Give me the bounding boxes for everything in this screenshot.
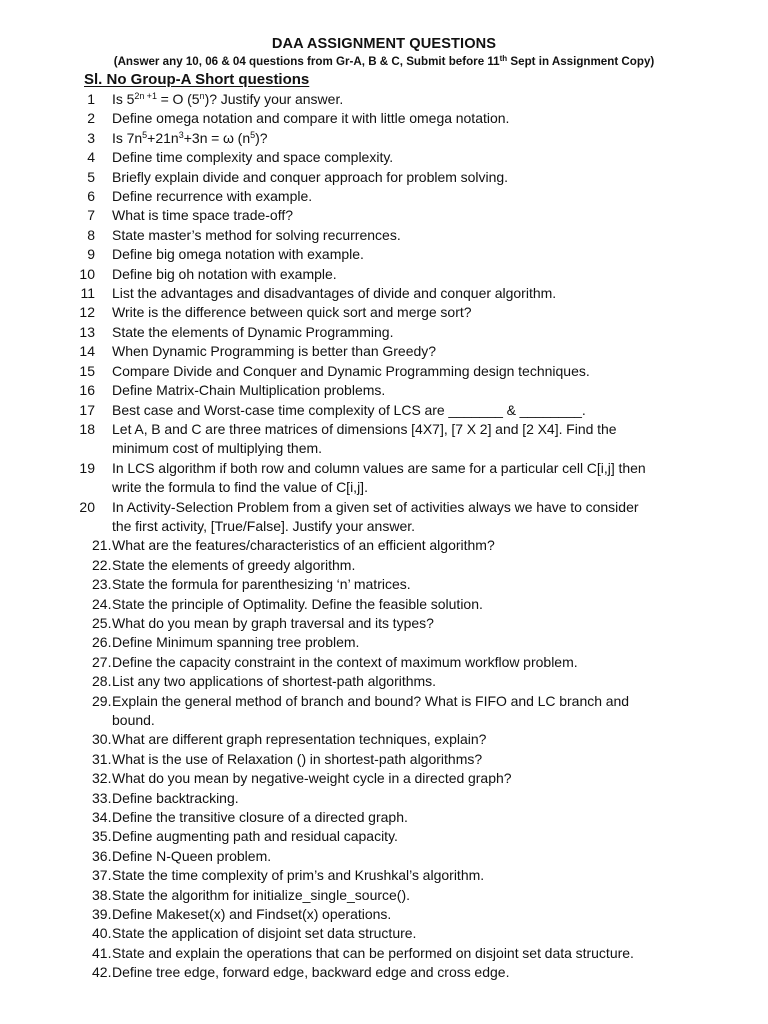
question-number: 33. — [92, 789, 112, 806]
question-text: What are the features/characteristics of an efficient algorithm? — [112, 537, 495, 554]
question-item — [0, 265, 768, 284]
question-text: Define recurrence with example. — [112, 188, 313, 205]
question-number: 15 — [79, 362, 95, 379]
question-item — [0, 944, 768, 963]
superscript: n — [199, 91, 205, 101]
question-text: What do you mean by graph traversal and its types? — [112, 614, 434, 631]
question-item — [0, 653, 768, 672]
question-number: 42. — [92, 964, 112, 981]
question-item — [0, 847, 768, 866]
question-number: 39. — [92, 906, 112, 923]
question-number: 36. — [92, 847, 112, 864]
question-text: Define the capacity constraint in the context of maximum workflow problem. — [112, 653, 578, 670]
question-number: 8 — [87, 226, 95, 243]
date-ordinal-suffix: th — [499, 54, 508, 63]
question-number: 25. — [92, 614, 112, 631]
question-text: State the algorithm for initialize_single_source(). — [112, 886, 411, 903]
question-number: 24. — [92, 595, 112, 612]
question-item — [0, 129, 768, 148]
section-heading: Sl. No Group-A Short questions — [84, 71, 310, 88]
question-text: Is $7n^5+21n^3+3n = \omega$ $(n^5)$? — [112, 129, 268, 146]
question-text: Explain the general method of branch and bound? What is FIFO and LC branch and bound. — [112, 692, 630, 728]
question-item — [0, 362, 768, 381]
question-text: Define big omega notation with example. — [112, 246, 364, 263]
question-text: What is time space trade-off? — [112, 207, 294, 224]
question-text: Define backtracking. — [112, 789, 239, 806]
question-text: Define Minimum spanning tree problem. — [112, 634, 360, 651]
question-item — [0, 109, 768, 128]
question-item — [0, 245, 768, 264]
question-number: 19 — [79, 459, 95, 476]
question-text: Define time complexity and space complexity. — [112, 149, 394, 166]
question-number: 2 — [87, 110, 95, 127]
question-text: What do you mean by negative-weight cycle in a directed graph? — [112, 770, 512, 787]
question-number: 17 — [79, 401, 95, 418]
question-item — [0, 672, 768, 691]
instructions-text-start: (Answer any 10, 06 & 04 questions from Gr-A, B & C, Submit before 11 — [113, 55, 500, 68]
question-item — [0, 575, 768, 594]
question-number: 32. — [92, 770, 112, 787]
question-text: Define Matrix-Chain Multiplication problems. — [112, 382, 386, 399]
question-number: 16 — [79, 382, 95, 399]
question-number: 28. — [92, 673, 112, 690]
question-text: Is $5^{2n +1} = O$ (5$^n$)? Justify your answer. — [112, 91, 344, 107]
question-item — [0, 750, 768, 769]
question-text: Define big oh notation with example. — [112, 265, 337, 282]
question-text: List any two applications of shortest-path algorithms. — [112, 673, 437, 690]
question-item — [0, 769, 768, 788]
question-number: 9 — [87, 246, 95, 263]
instructions-text-end: Sept in Assignment Copy) — [507, 55, 655, 68]
question-item — [0, 381, 768, 400]
question-item — [0, 187, 768, 206]
question-number: 23. — [92, 576, 112, 593]
question-item — [0, 614, 768, 633]
question-text: Define the transitive closure of a directed graph. — [112, 809, 408, 826]
question-number: 30. — [92, 731, 112, 748]
question-item — [0, 633, 768, 652]
question-text: List the advantages and disadvantages of divide and conquer algorithm. — [112, 285, 557, 302]
question-item — [0, 303, 768, 322]
question-text: State the formula for parenthesizing ‘n’ matrices. — [112, 576, 411, 593]
question-text: Define Makeset(x) and Findset(x) operations. — [112, 906, 392, 923]
question-item — [0, 808, 768, 827]
question-number: 27. — [92, 653, 112, 670]
question-item — [0, 168, 768, 187]
question-item — [0, 284, 768, 303]
question-item — [0, 536, 768, 555]
question-text: Write is the difference between quick sort and merge sort? — [112, 304, 472, 321]
question-item — [0, 692, 768, 731]
question-text: What are different graph representation techniques, explain? — [112, 731, 487, 748]
superscript: 5 — [250, 129, 256, 140]
question-number: 18 — [79, 420, 95, 437]
question-text: State the elements of greedy algorithm. — [112, 556, 356, 573]
question-item — [0, 401, 768, 420]
question-number: 5 — [87, 168, 95, 185]
question-item — [0, 827, 768, 846]
question-number: 13 — [79, 323, 95, 340]
question-number: 31. — [92, 750, 112, 767]
question-item — [0, 789, 768, 808]
question-text: When Dynamic Programming is better than Greedy? — [112, 343, 437, 360]
question-number: 10 — [79, 265, 95, 282]
question-text: Compare Divide and Conquer and Dynamic Programming design techniques. — [112, 362, 590, 379]
question-text: Let A, B and C are three matrices of dimensions [4X7], [7 X 2] and [2 X4]. Find the minimum cost of multiplying them. — [112, 420, 617, 457]
assignment-instructions — [0, 55, 768, 69]
question-number: 3 — [87, 129, 95, 146]
question-number: 38. — [92, 886, 112, 903]
question-item — [0, 206, 768, 225]
question-item — [0, 595, 768, 614]
question-text: State the elements of Dynamic Programming. — [112, 323, 394, 340]
superscript: 3 — [178, 129, 184, 140]
question-text: State the application of disjoint set data structure. — [112, 925, 417, 942]
question-item — [0, 342, 768, 361]
question-number: 12 — [79, 304, 95, 321]
question-item — [0, 963, 768, 982]
question-item — [0, 886, 768, 905]
question-list — [0, 90, 768, 983]
question-item — [0, 556, 768, 575]
question-number: 21. — [92, 537, 112, 554]
question-text: Define omega notation and compare it with little omega notation. — [112, 110, 510, 127]
question-number: 37. — [92, 867, 112, 884]
question-number: 34. — [92, 809, 112, 826]
question-item — [0, 226, 768, 245]
question-text: State and explain the operations that can be performed on disjoint set data structure. — [112, 944, 634, 961]
question-item — [0, 148, 768, 167]
question-number: 7 — [87, 207, 95, 224]
question-item — [0, 905, 768, 924]
question-number: 4 — [87, 149, 95, 166]
question-text: State the principle of Optimality. Define the feasible solution. — [112, 595, 483, 612]
question-item — [0, 866, 768, 885]
question-text: What is the use of Relaxation () in shortest-path algorithms? — [112, 750, 483, 767]
question-number: 20 — [79, 498, 95, 515]
question-text: Define N-Queen problem. — [112, 847, 272, 864]
superscript: 5 — [142, 129, 148, 140]
question-item — [0, 90, 768, 109]
question-text: State the time complexity of prim’s and Krushkal’s algorithm. — [112, 867, 485, 884]
question-text: In Activity-Selection Problem from a given set of activities always we have to consider the first activity, [True/False]. Justify your answer. — [112, 498, 639, 534]
question-item — [0, 924, 768, 943]
question-number: 40. — [92, 925, 112, 942]
document-title: DAA ASSIGNMENT QUESTIONS — [271, 36, 497, 52]
question-text: Briefly explain divide and conquer approach for problem solving. — [112, 168, 509, 185]
question-number: 41. — [92, 944, 112, 961]
question-number: 11 — [80, 285, 95, 302]
question-number: 14 — [79, 343, 95, 360]
question-item — [0, 420, 768, 459]
question-number: 1 — [87, 91, 95, 107]
question-text: State master’s method for solving recurrences. — [112, 226, 401, 243]
question-number: 29. — [92, 692, 112, 709]
question-number: 35. — [92, 828, 112, 845]
question-text: Best case and Worst-case time complexity of LCS are _______ & ________. — [112, 401, 586, 418]
question-number: 22. — [92, 556, 112, 573]
question-text: Define augmenting path and residual capacity. — [112, 828, 398, 845]
question-item — [0, 730, 768, 749]
superscript: 2n +1 — [134, 91, 157, 101]
question-number: 26. — [92, 634, 112, 651]
question-number: 6 — [87, 188, 95, 205]
question-item — [0, 323, 768, 342]
question-text: In LCS algorithm if both row and column values are same for a particular cell C[i,j] then write the formula to find the value of C[i,j]. — [112, 459, 646, 496]
question-item — [0, 459, 768, 498]
question-text: Define tree edge, forward edge, backward edge and cross edge. — [112, 964, 510, 981]
question-item — [0, 498, 768, 537]
